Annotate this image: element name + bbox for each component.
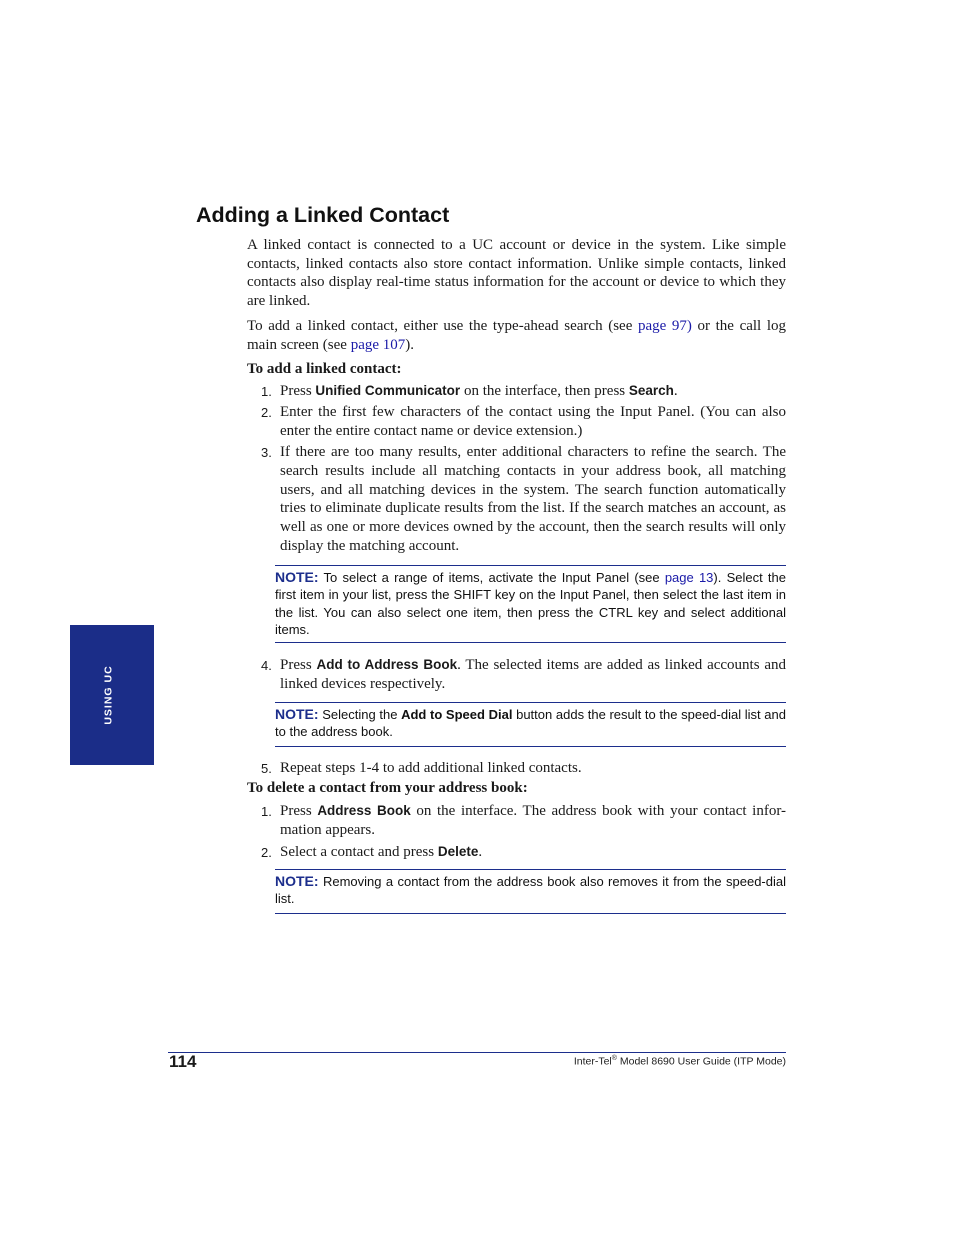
- step-text: .: [673, 383, 678, 399]
- note-rule: [275, 702, 786, 703]
- add-step-2: Enter the first few characters of the contact using the Input Panel. (You can also enter the entire contact name or device extension.): [280, 404, 786, 439]
- add-step-1: [280, 382, 786, 401]
- step-text: on the interface. The address book with your contact infor-mation appears.: [280, 803, 787, 838]
- note-label: NOTE:: [275, 569, 319, 585]
- step-number: 1.: [261, 384, 272, 399]
- intro-paragraph: A linked contact is connected to a UC account or device in the system. Like simple contacts, linked contacts also store contact information. Unlike simple contacts, linked contacts also display real-time status information for the account or device to which they are linked.: [247, 237, 786, 310]
- step-text: on the interface, then press: [460, 383, 629, 399]
- note-label: NOTE:: [275, 873, 319, 889]
- ui-label-unified-communicator: Unified Communicator: [315, 383, 461, 398]
- intro-text-1: To add a linked contact, either use the type-ahead search (see: [247, 318, 638, 334]
- running-footer: [574, 1055, 786, 1068]
- ui-label-address-book: Address Book: [317, 803, 411, 818]
- note-text: To select a range of items, activate the Input Panel (see: [318, 570, 665, 585]
- note-rule: [275, 642, 786, 643]
- step-number: 2.: [261, 845, 272, 860]
- intro-text-2: or the call log main screen (see: [247, 318, 787, 353]
- side-tab-label-wrap: [70, 625, 154, 765]
- add-step-3: If there are too many results, enter additional characters to refine the search. The search results include all matching contacts in your address book, all matching users, and all matching devices in the system. The search function automatically tries to eliminate duplicate results from the list. If the search matches an account, as well as one or more devices owned by the account, then the search results will only display the matching account.: [280, 444, 786, 554]
- ui-label-add-to-speed-dial: Add to Speed Dial: [401, 707, 513, 722]
- step-number: 2.: [261, 405, 272, 420]
- add-procedure-heading: To add a linked contact:: [247, 361, 402, 377]
- registered-mark: ®: [611, 1055, 617, 1062]
- ui-label-search: Search: [628, 383, 674, 398]
- step-text: . The selected items are added as linked accounts and linked devices respectively.: [280, 657, 787, 692]
- step-text: Press: [280, 657, 317, 673]
- page-number: 114: [169, 1052, 197, 1071]
- add-step-5: Repeat steps 1-4 to add additional linked contacts.: [280, 760, 582, 776]
- step-number: 5.: [261, 761, 272, 776]
- link-page-107[interactable]: page 107: [350, 336, 406, 353]
- intro-text-3: ).: [405, 336, 415, 353]
- side-tab-label: USING UC: [102, 665, 115, 725]
- step-text: Select a contact and press: [280, 844, 438, 860]
- note-select-range: [275, 569, 786, 638]
- footer-brand: Inter-Tel: [573, 1055, 612, 1068]
- step-text: .: [478, 844, 483, 860]
- footer-rule: [168, 1052, 786, 1053]
- note-text: Selecting the: [318, 707, 402, 722]
- footer-guide-title: Model 8690 User Guide (ITP Mode): [616, 1055, 786, 1068]
- add-step-4: [280, 656, 786, 694]
- intro-paragraph-2: [247, 317, 786, 354]
- step-number: 3.: [261, 445, 272, 460]
- delete-step-1: [280, 802, 786, 840]
- link-page-13[interactable]: page 13: [664, 570, 714, 585]
- note-text: button adds the result to the speed-dial list and to the address book.: [275, 707, 786, 740]
- note-rule: [275, 869, 786, 870]
- note-rule: [275, 565, 786, 566]
- step-text: Press: [280, 803, 318, 819]
- note-text: ). Select the first item in your list, press the SHIFT key on the Input Panel, then select the last item in the list. You can also select one item, then press the CTRL key and select additional items.: [275, 570, 786, 637]
- section-title: Adding a Linked Contact: [196, 203, 450, 227]
- ui-label-add-to-address-book: Add to Address Book: [316, 657, 458, 672]
- step-number: 1.: [261, 804, 272, 819]
- delete-step-2: [280, 843, 786, 862]
- ui-label-delete: Delete: [437, 844, 479, 859]
- link-page-97[interactable]: page 97): [637, 318, 692, 334]
- note-removing-contact: [275, 873, 786, 908]
- delete-procedure-heading: To delete a contact from your address book:: [247, 780, 528, 796]
- note-label: NOTE:: [275, 706, 319, 722]
- note-rule: [275, 913, 786, 914]
- note-text: Removing a contact from the address book also removes it from the speed-dial list.: [275, 874, 786, 907]
- step-text: Press: [280, 383, 316, 399]
- note-rule: [275, 746, 786, 747]
- note-speed-dial: [275, 706, 786, 741]
- step-number: 4.: [261, 658, 272, 673]
